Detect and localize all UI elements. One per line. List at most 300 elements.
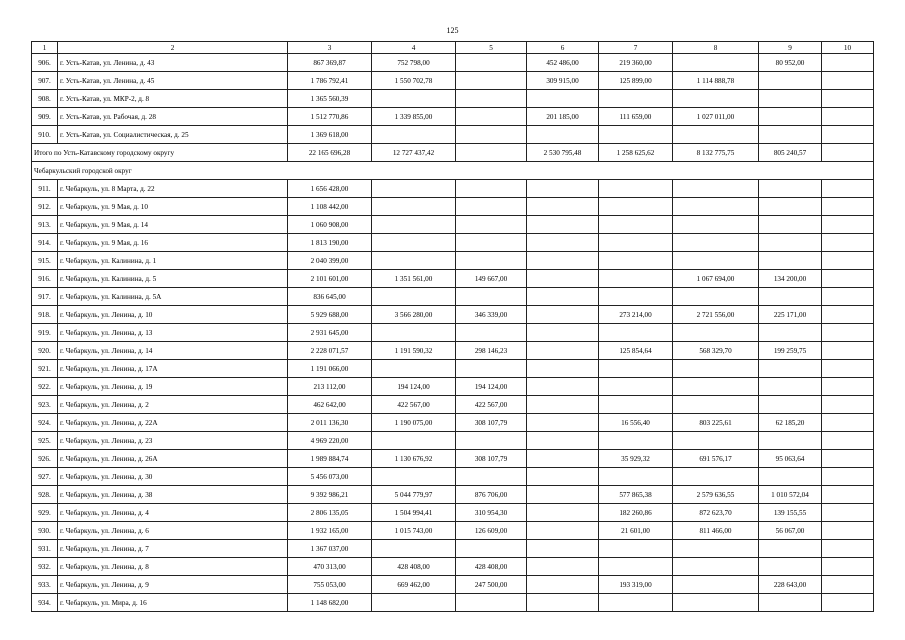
row-number-cell: 909. — [32, 108, 58, 126]
amount-cell — [822, 432, 874, 450]
amount-cell — [599, 558, 673, 576]
address-cell: г. Усть-Катав, ул. Ленина, д. 43 — [58, 54, 288, 72]
table-row — [32, 594, 874, 612]
amount-cell: 1 148 682,00 — [288, 594, 372, 612]
amount-cell: 691 576,17 — [673, 450, 759, 468]
row-number-cell: 928. — [32, 486, 58, 504]
amount-cell — [759, 558, 822, 576]
amount-cell — [527, 432, 599, 450]
amount-cell: 2 228 071,57 — [288, 342, 372, 360]
amount-cell — [673, 126, 759, 144]
amount-cell: 201 185,00 — [527, 108, 599, 126]
amount-cell — [822, 324, 874, 342]
amount-cell — [599, 270, 673, 288]
column-number-cell: 2 — [58, 42, 288, 54]
amount-cell: 422 567,00 — [456, 396, 527, 414]
amount-cell: 428 408,00 — [456, 558, 527, 576]
table-row — [32, 198, 874, 216]
amount-cell — [822, 522, 874, 540]
amount-cell — [673, 594, 759, 612]
address-cell: г. Чебаркуль, ул. 9 Мая, д. 14 — [58, 216, 288, 234]
amount-cell: 149 667,00 — [456, 270, 527, 288]
amount-cell: 139 155,55 — [759, 504, 822, 522]
amount-cell: 577 865,38 — [599, 486, 673, 504]
amount-cell — [527, 288, 599, 306]
address-cell: г. Чебаркуль, ул. Ленина, д. 17А — [58, 360, 288, 378]
amount-cell: 2 040 399,00 — [288, 252, 372, 270]
amount-cell — [673, 468, 759, 486]
table-row — [32, 288, 874, 306]
row-number-cell: 914. — [32, 234, 58, 252]
amount-cell: 199 259,75 — [759, 342, 822, 360]
amount-cell — [599, 216, 673, 234]
amount-cell — [527, 270, 599, 288]
address-cell: г. Чебаркуль, ул. Ленина, д. 23 — [58, 432, 288, 450]
amount-cell — [527, 360, 599, 378]
amount-cell — [599, 198, 673, 216]
amount-cell — [759, 234, 822, 252]
table-row — [32, 432, 874, 450]
amount-cell — [822, 540, 874, 558]
table-row — [32, 342, 874, 360]
row-number-cell: 906. — [32, 54, 58, 72]
amount-cell — [456, 252, 527, 270]
amount-cell — [527, 558, 599, 576]
amount-cell — [527, 594, 599, 612]
amount-cell: 2 101 601,00 — [288, 270, 372, 288]
amount-cell — [822, 234, 874, 252]
amount-cell — [822, 306, 874, 324]
amount-cell — [599, 288, 673, 306]
amount-cell — [822, 288, 874, 306]
address-cell: г. Чебаркуль, ул. Ленина, д. 4 — [58, 504, 288, 522]
amount-cell: 125 854,64 — [599, 342, 673, 360]
amount-cell — [372, 198, 456, 216]
amount-cell — [599, 180, 673, 198]
section-title-cell: Чебаркульский городской округ — [32, 162, 874, 180]
amount-cell — [822, 504, 874, 522]
amount-cell: 2 806 135,05 — [288, 504, 372, 522]
amount-cell: 1 504 994,41 — [372, 504, 456, 522]
amount-cell: 1 369 618,00 — [288, 126, 372, 144]
amount-cell: 182 260,86 — [599, 504, 673, 522]
amount-cell — [822, 126, 874, 144]
amount-cell — [372, 432, 456, 450]
amount-cell — [822, 54, 874, 72]
amount-cell: 1 367 037,00 — [288, 540, 372, 558]
table-row — [32, 504, 874, 522]
amount-cell — [372, 216, 456, 234]
amount-cell: 95 063,64 — [759, 450, 822, 468]
amount-cell — [527, 414, 599, 432]
address-cell: г. Чебаркуль, ул. Ленина, д. 38 — [58, 486, 288, 504]
amount-cell: 1 191 066,00 — [288, 360, 372, 378]
row-number-cell: 922. — [32, 378, 58, 396]
amount-cell: 1 813 190,00 — [288, 234, 372, 252]
table-row — [32, 324, 874, 342]
amount-cell: 80 952,00 — [759, 54, 822, 72]
amount-cell: 62 185,20 — [759, 414, 822, 432]
address-cell: г. Чебаркуль, ул. Ленина, д. 22А — [58, 414, 288, 432]
amount-cell: 1 060 908,00 — [288, 216, 372, 234]
amount-cell — [372, 360, 456, 378]
amount-cell — [759, 468, 822, 486]
amount-cell — [456, 108, 527, 126]
amount-cell: 5 456 073,00 — [288, 468, 372, 486]
row-number-cell: 908. — [32, 90, 58, 108]
amount-cell: 346 339,00 — [456, 306, 527, 324]
table-row — [32, 270, 874, 288]
amount-cell — [527, 522, 599, 540]
amount-cell — [527, 576, 599, 594]
row-number-cell: 934. — [32, 594, 58, 612]
amount-cell: 803 225,61 — [673, 414, 759, 432]
row-number-cell: 929. — [32, 504, 58, 522]
amount-cell: 213 112,00 — [288, 378, 372, 396]
amount-cell — [759, 216, 822, 234]
amount-cell — [456, 180, 527, 198]
amount-cell — [822, 486, 874, 504]
address-cell: г. Чебаркуль, ул. Мира, д. 16 — [58, 594, 288, 612]
amount-cell — [822, 594, 874, 612]
amount-cell: 273 214,00 — [599, 306, 673, 324]
amount-cell: 1 656 428,00 — [288, 180, 372, 198]
amount-cell: 669 462,00 — [372, 576, 456, 594]
amount-cell: 1 351 561,00 — [372, 270, 456, 288]
amount-cell — [456, 90, 527, 108]
column-number-cell: 8 — [673, 42, 759, 54]
amount-cell: 876 706,00 — [456, 486, 527, 504]
address-cell: г. Чебаркуль, ул. Ленина, д. 30 — [58, 468, 288, 486]
row-number-cell: 919. — [32, 324, 58, 342]
table-row — [32, 72, 874, 90]
amount-cell — [759, 594, 822, 612]
table-row — [32, 576, 874, 594]
amount-cell: 9 392 986,21 — [288, 486, 372, 504]
amount-cell: 16 556,40 — [599, 414, 673, 432]
address-cell: г. Усть-Катав, ул. Ленина, д. 45 — [58, 72, 288, 90]
amount-cell: 194 124,00 — [372, 378, 456, 396]
amount-cell: 21 601,00 — [599, 522, 673, 540]
amount-cell — [456, 288, 527, 306]
amount-cell: 752 798,00 — [372, 54, 456, 72]
table-row — [32, 54, 874, 72]
amount-cell — [759, 432, 822, 450]
amount-cell — [456, 216, 527, 234]
amount-cell: 309 915,00 — [527, 72, 599, 90]
amount-cell — [527, 468, 599, 486]
amount-cell — [822, 450, 874, 468]
amount-cell — [527, 396, 599, 414]
address-cell: г. Чебаркуль, ул. Калинина, д. 1 — [58, 252, 288, 270]
amount-cell: 125 899,00 — [599, 72, 673, 90]
amount-cell: 1 365 560,39 — [288, 90, 372, 108]
row-number-cell: 930. — [32, 522, 58, 540]
amount-cell: 308 107,79 — [456, 414, 527, 432]
table-row — [32, 450, 874, 468]
amount-cell: 422 567,00 — [372, 396, 456, 414]
amount-cell — [822, 180, 874, 198]
amount-cell: 1 108 442,00 — [288, 198, 372, 216]
row-number-cell: 917. — [32, 288, 58, 306]
section-header-row — [32, 162, 874, 180]
column-number-cell: 1 — [32, 42, 58, 54]
amount-cell — [372, 126, 456, 144]
amount-cell — [822, 558, 874, 576]
amount-cell: 1 010 572,04 — [759, 486, 822, 504]
table-body — [32, 42, 874, 612]
amount-cell: 2 579 636,55 — [673, 486, 759, 504]
amount-cell: 872 623,70 — [673, 504, 759, 522]
amount-cell — [372, 252, 456, 270]
amount-cell — [599, 360, 673, 378]
column-number-cell: 7 — [599, 42, 673, 54]
amount-cell — [822, 576, 874, 594]
amount-cell — [372, 90, 456, 108]
amount-cell — [599, 252, 673, 270]
address-cell: г. Чебаркуль, ул. 8 Марта, д. 22 — [58, 180, 288, 198]
address-cell: г. Усть-Катав, ул. Социалистическая, д. 25 — [58, 126, 288, 144]
address-cell: г. Чебаркуль, ул. Ленина, д. 7 — [58, 540, 288, 558]
amount-cell — [599, 234, 673, 252]
amount-cell — [822, 378, 874, 396]
amount-cell: 1 114 888,78 — [673, 72, 759, 90]
address-cell: г. Чебаркуль, ул. Ленина, д. 19 — [58, 378, 288, 396]
table-row — [32, 414, 874, 432]
amount-cell — [759, 198, 822, 216]
address-cell: г. Чебаркуль, ул. Калинина, д. 5А — [58, 288, 288, 306]
row-number-cell: 924. — [32, 414, 58, 432]
amount-cell — [673, 396, 759, 414]
total-amount-cell: 8 132 775,75 — [673, 144, 759, 162]
amount-cell — [456, 432, 527, 450]
column-number-cell: 4 — [372, 42, 456, 54]
amount-cell: 867 369,87 — [288, 54, 372, 72]
amount-cell — [822, 216, 874, 234]
amount-cell — [527, 486, 599, 504]
amount-cell: 1 027 011,00 — [673, 108, 759, 126]
row-number-cell: 915. — [32, 252, 58, 270]
amount-cell: 568 329,70 — [673, 342, 759, 360]
amount-cell — [673, 180, 759, 198]
total-label-cell: Итого по Усть-Катавскому городскому округу — [32, 144, 288, 162]
amount-cell: 193 319,00 — [599, 576, 673, 594]
table-row — [32, 558, 874, 576]
amount-cell: 1 191 590,32 — [372, 342, 456, 360]
amount-cell — [527, 540, 599, 558]
table-row — [32, 180, 874, 198]
row-number-cell: 932. — [32, 558, 58, 576]
amount-cell: 228 643,00 — [759, 576, 822, 594]
column-number-cell: 6 — [527, 42, 599, 54]
amount-cell — [822, 198, 874, 216]
address-cell: г. Усть-Катав, ул. МКР-2, д. 8 — [58, 90, 288, 108]
row-number-cell: 921. — [32, 360, 58, 378]
table-row — [32, 522, 874, 540]
amount-cell — [673, 234, 759, 252]
amount-cell — [822, 342, 874, 360]
amount-cell: 1 932 165,00 — [288, 522, 372, 540]
address-cell: г. Чебаркуль, ул. Ленина, д. 13 — [58, 324, 288, 342]
amount-cell — [456, 594, 527, 612]
row-number-cell: 910. — [32, 126, 58, 144]
amount-cell — [527, 198, 599, 216]
address-cell: г. Чебаркуль, ул. 9 Мая, д. 10 — [58, 198, 288, 216]
table-row — [32, 378, 874, 396]
amount-cell — [599, 396, 673, 414]
row-number-cell: 916. — [32, 270, 58, 288]
row-number-cell: 923. — [32, 396, 58, 414]
amount-cell: 1 190 075,00 — [372, 414, 456, 432]
row-number-cell: 926. — [32, 450, 58, 468]
amount-cell — [673, 432, 759, 450]
amount-cell: 1 989 884,74 — [288, 450, 372, 468]
amount-cell — [456, 72, 527, 90]
total-amount-cell — [822, 144, 874, 162]
amount-cell: 2 931 645,00 — [288, 324, 372, 342]
amount-cell — [673, 576, 759, 594]
address-cell: г. Усть-Катав, ул. Рабочая, д. 28 — [58, 108, 288, 126]
amount-cell: 1 550 702,78 — [372, 72, 456, 90]
amount-cell — [822, 72, 874, 90]
amount-cell — [759, 72, 822, 90]
amount-cell — [673, 288, 759, 306]
amount-cell — [456, 234, 527, 252]
column-number-cell: 9 — [759, 42, 822, 54]
amount-cell: 1 015 743,00 — [372, 522, 456, 540]
amount-cell: 1 067 694,00 — [673, 270, 759, 288]
amount-cell — [599, 468, 673, 486]
column-number-cell: 3 — [288, 42, 372, 54]
amount-cell — [372, 234, 456, 252]
row-number-cell: 911. — [32, 180, 58, 198]
table-row — [32, 306, 874, 324]
amount-cell — [673, 54, 759, 72]
column-number-cell: 10 — [822, 42, 874, 54]
amount-cell — [527, 126, 599, 144]
amount-cell — [673, 252, 759, 270]
register-table — [31, 41, 874, 612]
row-number-cell: 925. — [32, 432, 58, 450]
amount-cell — [759, 540, 822, 558]
row-number-cell: 913. — [32, 216, 58, 234]
table-row — [32, 90, 874, 108]
amount-cell — [456, 360, 527, 378]
amount-cell: 755 053,00 — [288, 576, 372, 594]
amount-cell: 35 929,32 — [599, 450, 673, 468]
amount-cell: 5 044 779,97 — [372, 486, 456, 504]
amount-cell — [822, 396, 874, 414]
amount-cell — [759, 378, 822, 396]
amount-cell: 308 107,79 — [456, 450, 527, 468]
address-cell: г. Чебаркуль, ул. Ленина, д. 8 — [58, 558, 288, 576]
amount-cell: 428 408,00 — [372, 558, 456, 576]
amount-cell — [599, 126, 673, 144]
amount-cell — [822, 252, 874, 270]
amount-cell — [527, 180, 599, 198]
amount-cell — [372, 324, 456, 342]
amount-cell: 4 969 220,00 — [288, 432, 372, 450]
total-amount-cell: 2 530 795,48 — [527, 144, 599, 162]
amount-cell — [673, 360, 759, 378]
amount-cell — [822, 90, 874, 108]
total-row — [32, 144, 874, 162]
amount-cell — [527, 324, 599, 342]
amount-cell: 470 313,00 — [288, 558, 372, 576]
address-cell: г. Чебаркуль, ул. Ленина, д. 14 — [58, 342, 288, 360]
table-row — [32, 396, 874, 414]
amount-cell — [527, 306, 599, 324]
amount-cell — [599, 378, 673, 396]
address-cell: г. Чебаркуль, ул. Ленина, д. 10 — [58, 306, 288, 324]
amount-cell: 225 171,00 — [759, 306, 822, 324]
amount-cell — [372, 540, 456, 558]
amount-cell: 111 659,00 — [599, 108, 673, 126]
column-number-cell: 5 — [456, 42, 527, 54]
amount-cell: 134 200,00 — [759, 270, 822, 288]
amount-cell: 1 339 855,00 — [372, 108, 456, 126]
amount-cell — [456, 324, 527, 342]
amount-cell — [599, 594, 673, 612]
amount-cell — [527, 378, 599, 396]
table-row — [32, 252, 874, 270]
amount-cell — [372, 288, 456, 306]
amount-cell: 3 566 280,00 — [372, 306, 456, 324]
address-cell: г. Чебаркуль, ул. Ленина, д. 6 — [58, 522, 288, 540]
amount-cell — [822, 270, 874, 288]
address-cell: г. Чебаркуль, ул. Ленина, д. 2 — [58, 396, 288, 414]
amount-cell — [599, 324, 673, 342]
amount-cell — [822, 414, 874, 432]
amount-cell — [599, 90, 673, 108]
table-row — [32, 234, 874, 252]
amount-cell — [673, 198, 759, 216]
amount-cell — [759, 360, 822, 378]
total-amount-cell: 12 727 437,42 — [372, 144, 456, 162]
amount-cell — [456, 126, 527, 144]
amount-cell: 811 466,00 — [673, 522, 759, 540]
amount-cell: 1 786 792,41 — [288, 72, 372, 90]
address-cell: г. Чебаркуль, ул. Ленина, д. 26А — [58, 450, 288, 468]
amount-cell — [456, 198, 527, 216]
amount-cell — [673, 216, 759, 234]
amount-cell — [673, 324, 759, 342]
amount-cell: 219 360,00 — [599, 54, 673, 72]
amount-cell — [822, 360, 874, 378]
amount-cell — [673, 378, 759, 396]
row-number-cell: 927. — [32, 468, 58, 486]
amount-cell — [456, 468, 527, 486]
table-row — [32, 360, 874, 378]
amount-cell — [759, 324, 822, 342]
amount-cell: 2 721 556,00 — [673, 306, 759, 324]
address-cell: г. Чебаркуль, ул. 9 Мая, д. 16 — [58, 234, 288, 252]
total-amount-cell: 1 258 625,62 — [599, 144, 673, 162]
amount-cell — [372, 594, 456, 612]
amount-cell: 5 929 688,00 — [288, 306, 372, 324]
address-cell: г. Чебаркуль, ул. Калинина, д. 5 — [58, 270, 288, 288]
table-row — [32, 126, 874, 144]
total-amount-cell — [456, 144, 527, 162]
table-row — [32, 108, 874, 126]
amount-cell — [822, 108, 874, 126]
row-number-cell: 931. — [32, 540, 58, 558]
row-number-cell: 920. — [32, 342, 58, 360]
row-number-cell: 933. — [32, 576, 58, 594]
table-row — [32, 540, 874, 558]
table-row — [32, 468, 874, 486]
column-number-row — [32, 42, 874, 54]
